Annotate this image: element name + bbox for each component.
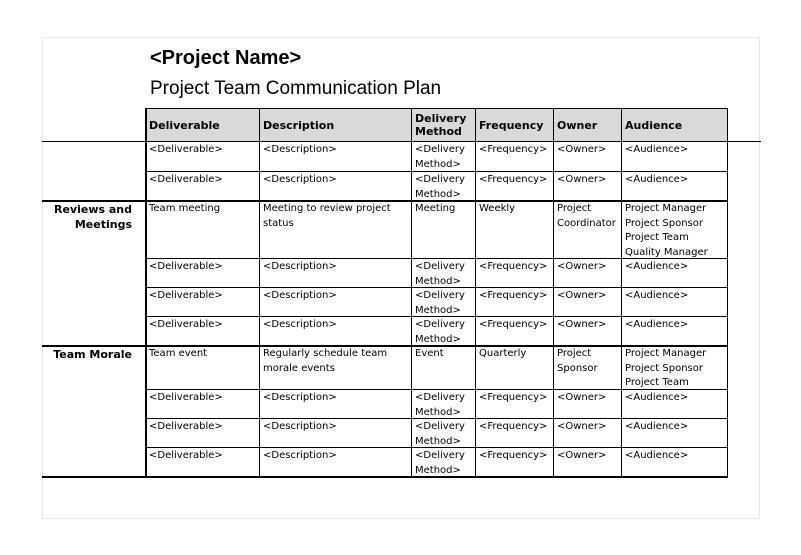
cell-delivery-method: Meeting [415,203,456,214]
table-column-rule [475,108,476,477]
column-header-description: Description [263,119,335,132]
cell-description: Meeting to review project status [263,203,391,229]
table-rule [145,258,728,259]
cell-delivery-method: Event [415,348,444,359]
cell-delivery-method: <Delivery Method> [415,319,465,345]
cell-audience: <Audience> [625,290,689,301]
cell-owner: <Owner> [557,319,607,330]
cell-audience: <Audience> [625,319,689,330]
column-header-delivery-method: Delivery Method [415,112,467,138]
table-rule [145,171,728,172]
section-label: Team Morale [53,348,132,361]
cell-audience: <Audience> [625,174,689,185]
cell-description: <Description> [263,421,337,432]
cell-deliverable: <Deliverable> [149,421,223,432]
cell-deliverable: <Deliverable> [149,144,223,155]
cell-description: <Description> [263,261,337,272]
cell-owner: <Owner> [557,421,607,432]
cell-audience: Project Manager Project Sponsor Project Team [625,348,707,388]
table-column-rule [411,108,412,477]
cell-owner: <Owner> [557,144,607,155]
table-rule [145,108,728,109]
cell-delivery-method: <Delivery Method> [415,392,465,418]
cell-owner: Project Sponsor [557,348,598,374]
cell-frequency: Weekly [479,203,516,214]
cell-delivery-method: <Delivery Method> [415,290,465,316]
table-rule [145,447,728,448]
cell-owner: <Owner> [557,290,607,301]
table-column-rule [621,108,622,477]
cell-deliverable: <Deliverable> [149,319,223,330]
cell-delivery-method: <Delivery Method> [415,261,465,287]
cell-owner: <Owner> [557,392,607,403]
cell-deliverable: <Deliverable> [149,261,223,272]
table-rule [145,389,728,390]
cell-audience: <Audience> [625,421,689,432]
cell-frequency: <Frequency> [479,450,548,461]
table-column-rule [727,108,728,477]
table-rule [145,418,728,419]
cell-owner: <Owner> [557,450,607,461]
table-rule [145,287,728,288]
table-column-rule [145,108,147,477]
cell-frequency: <Frequency> [479,261,548,272]
cell-audience: <Audience> [625,392,689,403]
cell-frequency: <Frequency> [479,319,548,330]
cell-delivery-method: <Delivery Method> [415,144,465,170]
cell-deliverable: <Deliverable> [149,290,223,301]
cell-owner: Project Coordinator [557,203,616,229]
cell-delivery-method: <Delivery Method> [415,174,465,200]
table-column-rule [553,108,554,477]
cell-deliverable: Team meeting [149,203,221,214]
cell-audience: Project Manager Project Sponsor Project Team Quality Manager [625,203,708,258]
cell-frequency: Quarterly [479,348,527,359]
cell-frequency: <Frequency> [479,421,548,432]
section-label: Reviews and Meetings [54,203,132,231]
column-header-audience: Audience [625,119,683,132]
cell-audience: <Audience> [625,261,689,272]
column-header-deliverable: Deliverable [149,119,220,132]
cell-description: <Description> [263,319,337,330]
cell-description: <Description> [263,392,337,403]
cell-description: <Description> [263,174,337,185]
table-rule [42,141,761,142]
column-header-owner: Owner [557,119,598,132]
cell-frequency: <Frequency> [479,144,548,155]
cell-description: Regularly schedule team morale events [263,348,388,374]
cell-description: <Description> [263,450,337,461]
column-header-frequency: Frequency [479,119,544,132]
cell-frequency: <Frequency> [479,174,548,185]
cell-audience: <Audience> [625,450,689,461]
cell-description: <Description> [263,290,337,301]
cell-frequency: <Frequency> [479,392,548,403]
cell-owner: <Owner> [557,174,607,185]
table-rule [145,316,728,317]
table-column-rule [259,108,260,477]
cell-description: <Description> [263,144,337,155]
cell-deliverable: <Deliverable> [149,174,223,185]
cell-delivery-method: <Delivery Method> [415,421,465,447]
cell-deliverable: <Deliverable> [149,392,223,403]
cell-delivery-method: <Delivery Method> [415,450,465,476]
project-name-title: <Project Name> [150,47,302,69]
cell-deliverable: <Deliverable> [149,450,223,461]
cell-frequency: <Frequency> [479,290,548,301]
cell-audience: <Audience> [625,144,689,155]
cell-owner: <Owner> [557,261,607,272]
cell-deliverable: Team event [149,348,208,359]
communication-plan-subtitle: Project Team Communication Plan [150,78,442,99]
